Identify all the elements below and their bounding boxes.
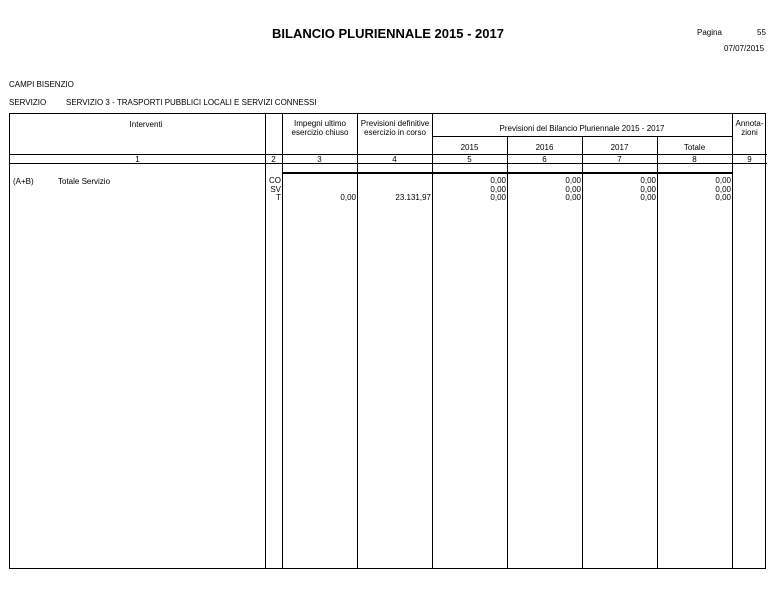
budget-table xyxy=(9,113,766,569)
report-title: BILANCIO PLURIENNALE 2015 - 2017 xyxy=(272,26,504,41)
col-number: 4 xyxy=(392,155,397,164)
col-number: 9 xyxy=(747,155,752,164)
row-totale: 0,00 0,00 0,00 xyxy=(715,176,731,202)
col-number: 2 xyxy=(271,155,276,164)
header-2017: 2017 xyxy=(610,143,629,152)
col-number: 1 xyxy=(135,155,140,164)
report-date: 07/07/2015 xyxy=(724,44,765,53)
header-previsioni: Previsioni definitive esercizio in corso xyxy=(360,119,430,137)
row-types: CO SV T xyxy=(269,176,281,202)
header-totale: Totale xyxy=(683,143,706,152)
row-impegni: 0,00 xyxy=(340,193,356,202)
row-description: Totale Servizio xyxy=(58,177,111,186)
row-2016: 0,00 0,00 0,00 xyxy=(565,176,581,202)
row-2015: 0,00 0,00 0,00 xyxy=(490,176,506,202)
header-2015: 2015 xyxy=(460,143,479,152)
header-annotazioni: Annota- zioni xyxy=(735,119,764,137)
row-previsioni: 23.131,97 xyxy=(395,193,431,202)
header-2016: 2016 xyxy=(535,143,554,152)
servizio-label: SERVIZIO xyxy=(9,98,47,107)
header-pluriennale: Previsioni del Bilancio Pluriennale 2015 - 2017 xyxy=(499,124,665,133)
col-number: 8 xyxy=(692,155,697,164)
col-number: 6 xyxy=(542,155,547,164)
col-divider xyxy=(732,114,733,568)
col-number: 7 xyxy=(617,155,622,164)
ente-name: CAMPI BISENZIO xyxy=(9,80,74,89)
servizio-value: SERVIZIO 3 - TRASPORTI PUBBLICI LOCALI E SERVIZI CONNESSI xyxy=(66,98,317,107)
row-2017: 0,00 0,00 0,00 xyxy=(640,176,656,202)
row-divider xyxy=(432,136,732,137)
header-interventi: Interventi xyxy=(129,120,163,129)
page-number: 55 xyxy=(757,28,766,37)
col-number: 5 xyxy=(467,155,472,164)
total-rule xyxy=(282,172,732,174)
col-number: 3 xyxy=(317,155,322,164)
row-code: (A+B) xyxy=(13,177,34,186)
page-label: Pagina xyxy=(697,28,722,37)
header-impegni: Impegni ultimo esercizio chiuso xyxy=(291,119,349,137)
